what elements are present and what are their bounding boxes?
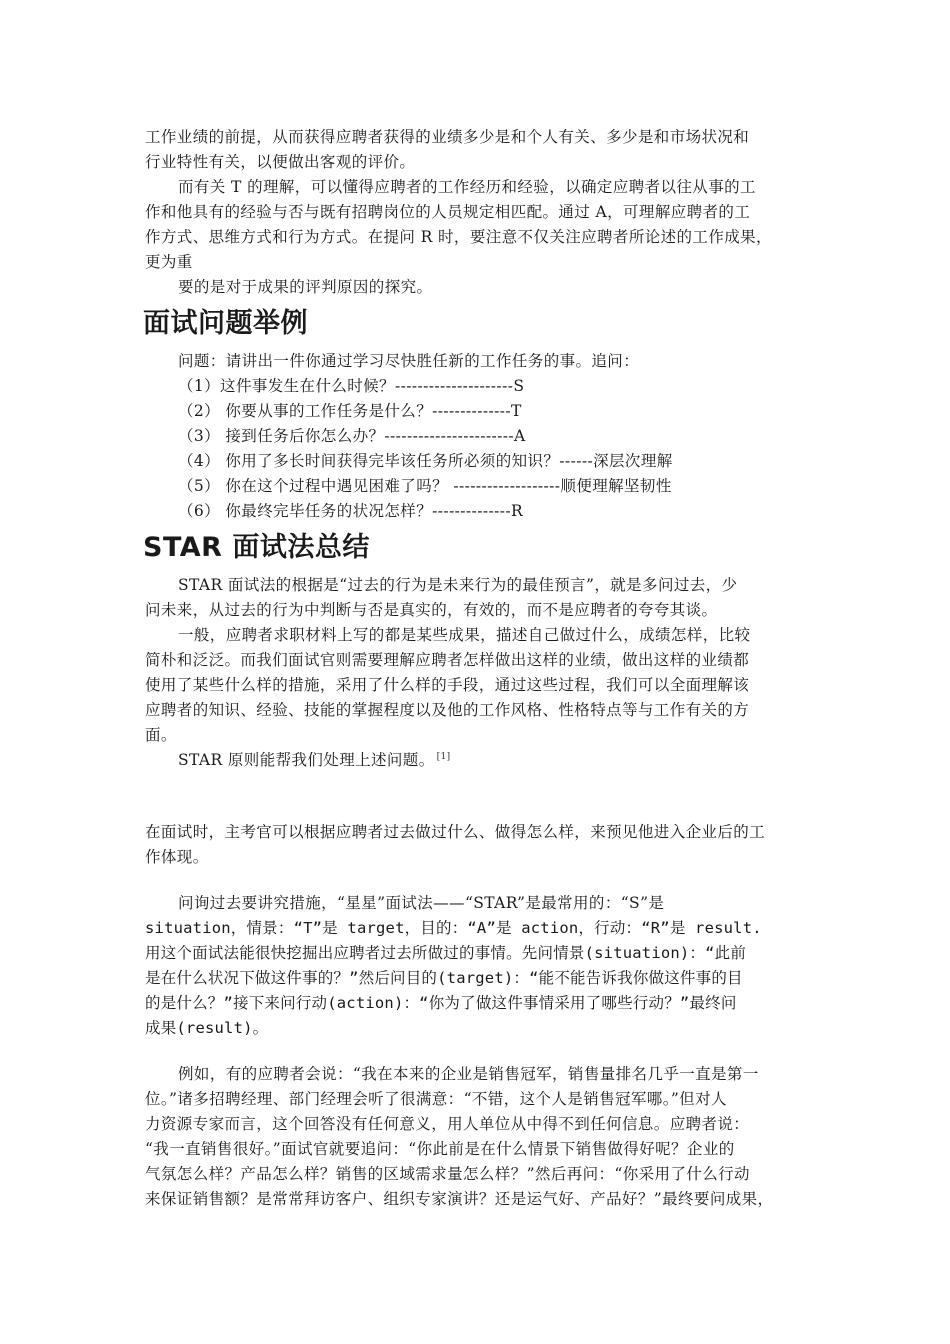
paragraph-line: 在面试时，主考官可以根据应聘者过去做过什么、做得怎么样，来预见他进入企业后的工 — [145, 823, 766, 841]
paragraph-line: 气氛怎么样？产品怎么样？销售的区域需求量怎么样？”然后再问：“你采用了什么行动 — [145, 1165, 750, 1183]
paragraph-line: 作体现。 — [145, 848, 209, 866]
paragraph-line: 要的是对于成果的评判原因的探究。 — [178, 278, 433, 296]
paragraph-line: 工作业绩的前提，从而获得应聘者获得的业绩多少是和个人有关、多少是和市场状况和 — [145, 128, 750, 146]
paragraph-line: 更为重 — [145, 253, 193, 271]
question-intro: 问题：请讲出一件你通过学习尽快胜任新的工作任务的事。追问： — [178, 352, 640, 370]
paragraph-line: 是在什么状况下做这件事的？”然后问目的(target)：“能不能告诉我你做这件事的目 — [145, 969, 743, 987]
question-item: （5） 你在这个过程中遇见困难了吗？ -------------------顺便理解坚韧性 — [178, 477, 672, 495]
paragraph-line: 用这个面试法能很快挖掘出应聘者过去所做过的事情。先问情景(situation)：“此前 — [145, 944, 747, 962]
section-heading-interview-examples: 面试问题举例 — [143, 308, 308, 339]
paragraph-line: 应聘者的知识、经验、技能的掌握程度以及他的工作风格、性格特点等与工作有关的方 — [145, 701, 750, 719]
paragraph-line: 例如，有的应聘者会说：“我在本来的企业是销售冠军，销售量排名几乎一直是第一 — [178, 1065, 759, 1083]
paragraph-line: 而有关 T 的理解，可以懂得应聘者的工作经历和经验，以确定应聘者以往从事的工 — [178, 178, 756, 196]
paragraph-line: 作方式、思维方式和行为方式。在提问 R 时，要注意不仅关注应聘者所论述的工作成果， — [145, 228, 772, 246]
paragraph-line: 的是什么？”接下来问行动(action)：“你为了做这件事情采用了哪些行动？”最终问 — [145, 994, 737, 1012]
paragraph-line: 一般，应聘者求职材料上写的都是某些成果，描述自己做过什么，成绩怎样，比较 — [178, 626, 751, 644]
question-item: （6） 你最终完毕任务的状况怎样？--------------R — [178, 502, 524, 520]
reference-link[interactable]: [1] — [436, 751, 451, 762]
paragraph-line: 使用了某些什么样的措施，采用了什么样的手段，通过这些过程，我们可以全面理解该 — [145, 676, 750, 694]
paragraph-line: 面。 — [145, 726, 177, 744]
paragraph-line: 成果(result)。 — [145, 1019, 269, 1037]
paragraph-line: 位。”诸多招聘经理、部门经理会听了很满意：“不错，这个人是销售冠军哪。”但对人 — [145, 1090, 727, 1108]
paragraph-line: situation，情景：“T”是 target，目的：“A”是 action，行动：“R”是 result. — [145, 919, 762, 937]
question-item: （1）这件事发生在什么时候？---------------------S — [178, 377, 525, 395]
paragraph-line: 力资源专家而言，这个回答没有任何意义，用人单位从中得不到任何信息。应聘者说： — [145, 1115, 750, 1133]
question-item: （2） 你要从事的工作任务是什么？--------------T — [178, 402, 522, 420]
question-item: （4） 你用了多长时间获得完毕该任务所必须的知识？------深层次理解 — [178, 452, 673, 470]
paragraph-line: 作和他具有的经验与否与既有招聘岗位的人员规定相匹配。通过 A，可理解应聘者的工 — [145, 203, 751, 221]
paragraph-line — [178, 750, 451, 770]
paragraph-line: 行业特性有关，以便做出客观的评价。 — [145, 153, 416, 171]
paragraph-line: 来保证销售额？是常常拜访客户、组织专家演讲？还是运气好、产品好？”最终要问成果， — [145, 1190, 774, 1208]
star-principle-text: STAR 原则能帮我们处理上述问题。 — [178, 751, 435, 769]
paragraph-line: “我一直销售很好。”面试官就要追问：“你此前是在什么情景下销售做得好呢？企业的 — [145, 1140, 735, 1158]
section-heading-star-summary: STAR 面试法总结 — [143, 532, 370, 563]
paragraph-line: 问未来，从过去的行为中判断与否是真实的，有效的，而不是应聘者的夸夸其谈。 — [145, 601, 718, 619]
paragraph-line: 问询过去要讲究措施，“星星”面试法——“STAR”是最常用的：“S”是 — [178, 894, 665, 912]
paragraph-line: STAR 面试法的根据是“过去的行为是未来行为的最佳预言”，就是多问过去，少 — [178, 576, 738, 594]
question-item: （3） 接到任务后你怎么办？-----------------------A — [178, 427, 526, 445]
paragraph-line: 简朴和泛泛。而我们面试官则需要理解应聘者怎样做出这样的业绩，做出这样的业绩都 — [145, 651, 750, 669]
